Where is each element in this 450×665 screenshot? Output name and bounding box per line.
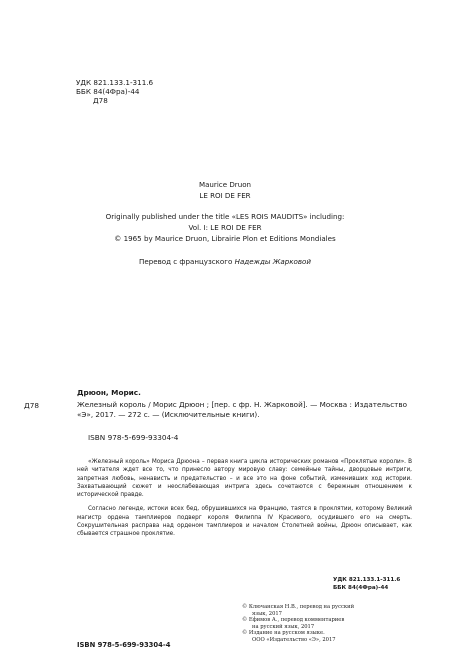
copyright-entry xyxy=(242,604,354,617)
translation-credit xyxy=(0,257,450,267)
copyright-list xyxy=(242,604,354,644)
bbk-code-repeat: ББК 84(4Фра)-44 xyxy=(333,584,389,591)
original-copyright: © 1965 by Maurice Druon, Librairie Plon et Editions Mondiales xyxy=(114,234,336,243)
copyright-line: на русский язык, 2017 xyxy=(252,623,315,630)
copyright-line: © Ефимов А., перевод комментариев xyxy=(242,617,345,624)
bibliographic-heading: Дрюон, Морис. xyxy=(77,388,141,397)
udk-code: УДК 821.133.1-311.6 xyxy=(76,78,154,87)
author-code: Д78 xyxy=(93,95,108,105)
original-author: Maurice Druon xyxy=(198,180,252,189)
annotation xyxy=(77,458,412,539)
isbn-bottom: ISBN 978-5-699-93304-4 xyxy=(77,641,171,649)
bibliographic-code: Д78 xyxy=(24,401,39,410)
copyright-entry xyxy=(242,617,354,630)
copyright-line: ООО «Издательство «Э», 2017 xyxy=(252,636,336,643)
classification-repeat xyxy=(333,577,400,592)
original-volume: Vol. I: LE ROI DE FER xyxy=(188,223,262,232)
translation-prefix: Перевод с французского xyxy=(139,257,233,266)
copyright-line: © Издание на русском языке. xyxy=(242,630,325,637)
classification-block xyxy=(76,79,153,106)
annotation-paragraph: Согласно легенде, истоки всех бед, обрушившихся на Францию, таятся в проклятии, которому Великий магистр ордена тамплиеров подверг короля Филиппа IV Красивого, осудившего его на смерть. Сокрушительная расправа над орденом тамплиеров и началом Столетней войны, Дрюон описывает, как сбывается страшное проклятие. xyxy=(77,506,412,538)
copyright-line: © Ключанская Н.В., перевод на русский xyxy=(242,604,355,610)
translator-name: Надежды Жарковой xyxy=(234,257,311,266)
original-publication-note: Originally published under the title «LES ROIS MAUDITS» including: xyxy=(105,212,345,221)
udk-code-repeat: УДК 821.133.1-311.6 xyxy=(333,577,401,583)
copyright-line: язык, 2017 xyxy=(252,610,282,617)
isbn-main: ISBN 978-5-699-93304-4 xyxy=(88,433,179,442)
bbk-code: ББК 84(4Фра)-44 xyxy=(76,86,140,96)
original-title: LE ROI DE FER xyxy=(199,191,251,200)
annotation-paragraph: «Железный король» Мориса Дрюона – первая книга цикла исторических романов «Проклятые короли». В ней читателя ждет все то, что принесло автору мировую славу: семейные тайны, дворцовые интриги, запретная любовь, ненависть и предательство – и все это на фоне событий, изменивших ход истории. Захватывающий сюжет и неослабевающая интрига здесь сочетаются с бережным отношением к исторической правде. xyxy=(77,459,412,499)
bibliographic-description: Железный король / Морис Дрюон ; [пер. с фр. Н. Жарковой]. — Москва : Издательство «Э», 2017. — 272 с. — (Исключительные книги). xyxy=(77,400,407,420)
copyright-entry xyxy=(242,630,354,643)
